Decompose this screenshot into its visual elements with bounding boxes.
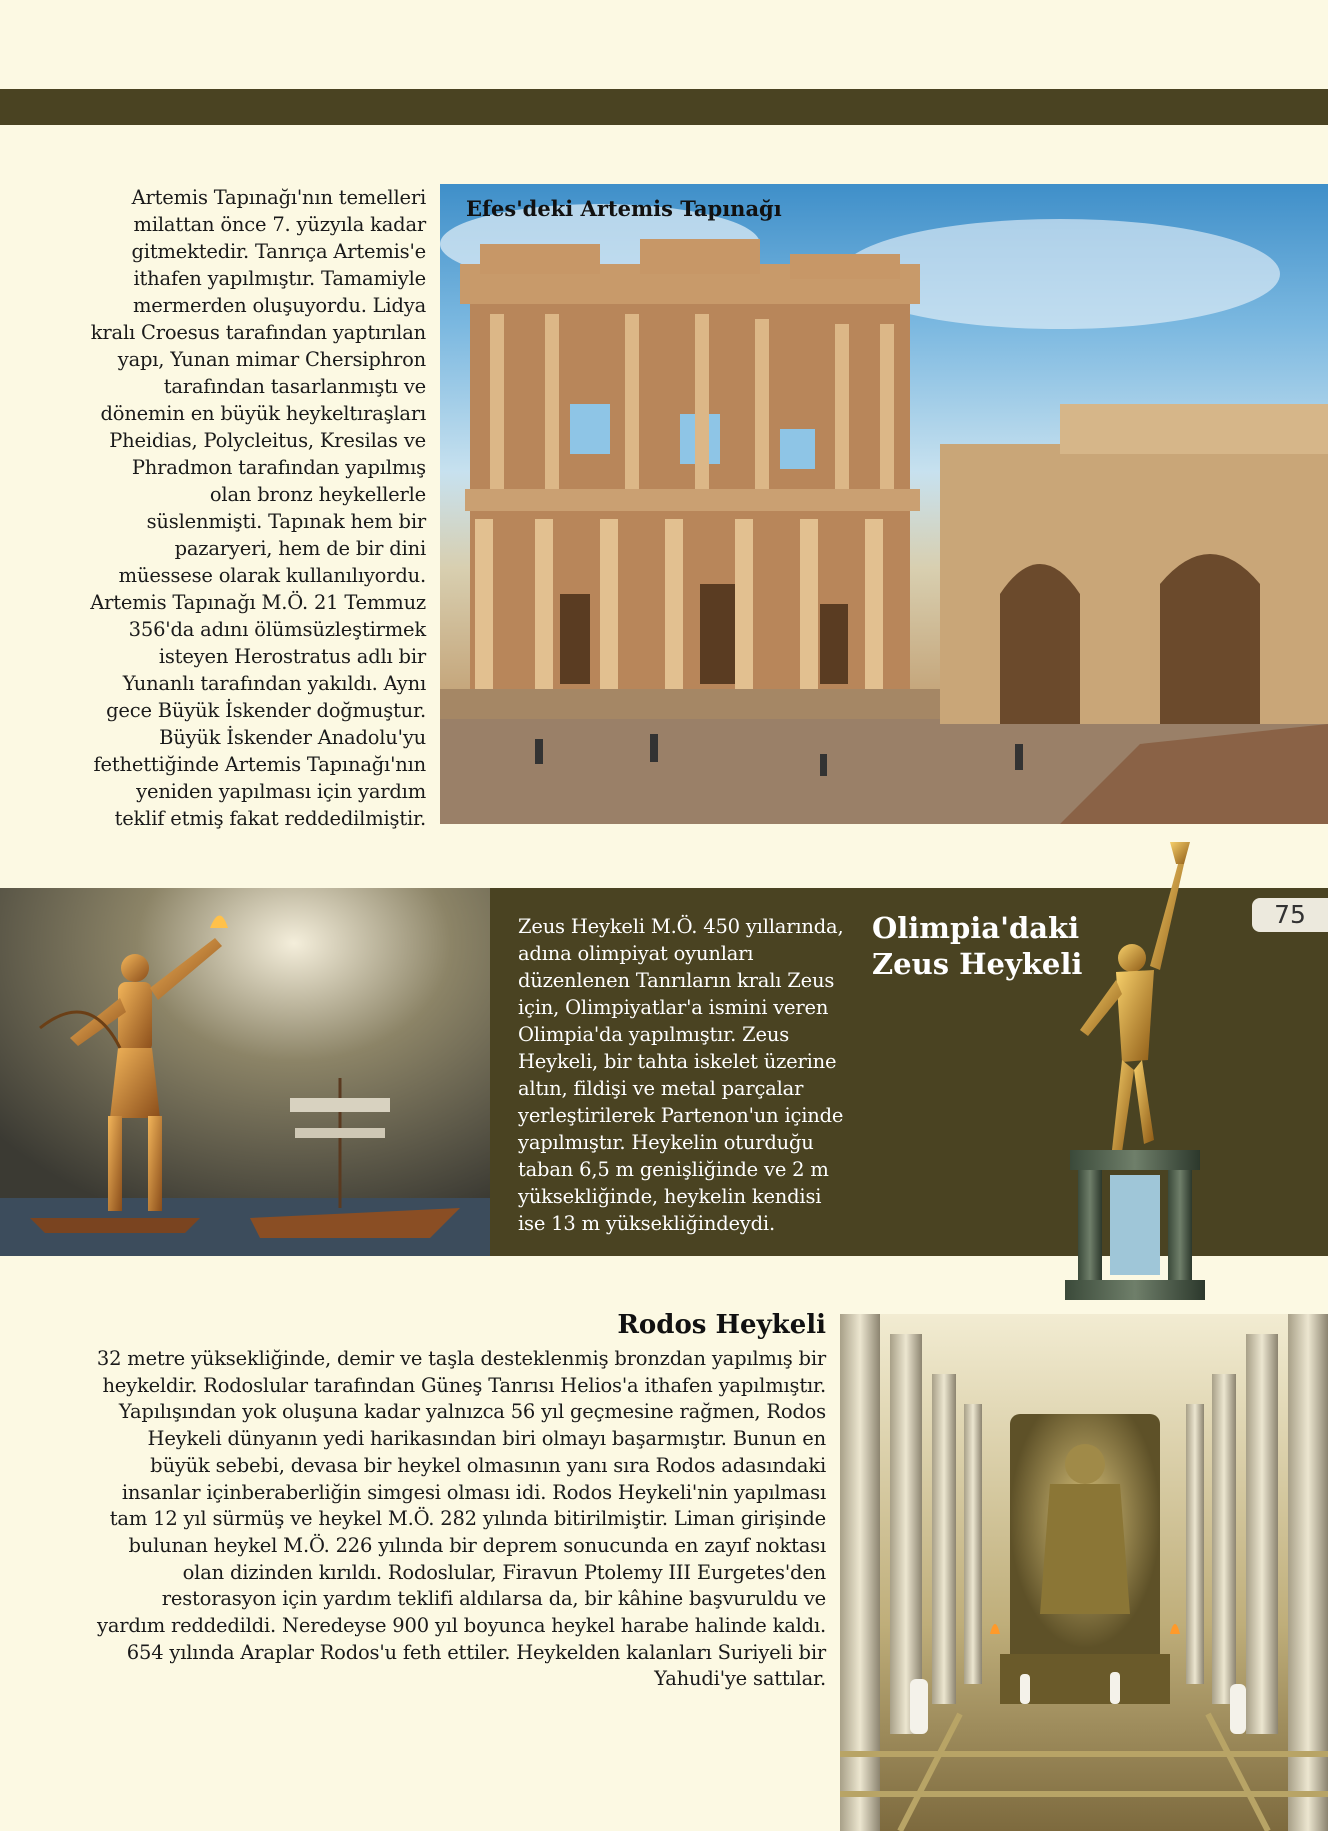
artemis-line: gece Büyük İskender doğmuştur. (106, 699, 426, 722)
statue-on-pedestal (1050, 830, 1220, 1310)
zeus-line: Zeus Heykeli M.Ö. 450 yıllarında, (518, 915, 844, 938)
artemis-line: mermerden oluşuyordu. Lidya (132, 294, 426, 317)
artemis-line: Phradmon tarafından yapılmış (131, 456, 426, 479)
zeus-line: adına olimpiyat oyunları (518, 942, 754, 965)
artemis-line: yapı, Yunan mimar Chersiphron (117, 348, 426, 371)
page-number: 75 (1252, 898, 1328, 932)
artemis-line: milattan önce 7. yüzyıla kadar (133, 213, 426, 236)
rodos-line: Yapılışından yok oluşuna kadar yalnızca 56 yıl geçmesine rağmen, Rodos (118, 1400, 826, 1424)
zeus-line: için, Olimpiyatlar'a ismini veren (518, 996, 829, 1019)
artemis-line: olan bronz heykellerle (209, 483, 426, 506)
artemis-line: yeniden yapılması için yardım (136, 780, 426, 803)
rodos-line: büyük sebebi, devasa bir heykel olmasının yanı sıra Rodos adasındaki (150, 1453, 826, 1477)
zeus-statue-illustration (1050, 830, 1220, 1310)
rodos-line: bulunan heykel M.Ö. 226 yılında bir deprem sonucunda en zayıf noktası (128, 1533, 826, 1557)
zeus-line: yerleştirilerek Partenon'un içinde (518, 1104, 844, 1127)
zeus-title-line: Zeus Heykeli (872, 947, 1083, 981)
rodos-line: yardım reddedildi. Neredeyse 900 yıl boyunca heykel harabe halinde kaldı. (97, 1614, 826, 1638)
zeus-temple-illustration (840, 1314, 1328, 1831)
zeus-line: düzenlenen Tanrıların kralı Zeus (518, 969, 835, 992)
zeus-title-line: Olimpia'daki (872, 911, 1080, 945)
artemis-line: Artemis Tapınağı'nın temelleri (131, 186, 426, 209)
artemis-line: Pheidias, Polycleitus, Kresilas ve (109, 429, 426, 452)
zeus-line: altın, fildişi ve metal parçalar (518, 1077, 804, 1100)
artemis-line: teklif etmiş fakat reddedilmiştir. (114, 807, 426, 830)
rodos-line: restorasyon için yardım teklifi aldılarsa da, bir kâhine başvuruldu ve (161, 1587, 826, 1611)
rodos-line: tam 12 yıl sürmüş ve heykel M.Ö. 282 yılında bitirilmiştir. Liman girişinde (109, 1507, 826, 1531)
rodos-line: heykeldir. Rodoslular tarafından Güneş Tanrısı Helios'a ithafen yapılmıştır. (102, 1373, 826, 1397)
artemis-paragraph (84, 184, 426, 832)
artemis-line: Büyük İskender Anadolu'yu (159, 726, 426, 749)
rodos-line: 32 metre yüksekliğinde, demir ve taşla desteklenmiş bronzdan yapılmış bir (96, 1347, 826, 1370)
top-header-band (0, 89, 1328, 125)
zeus-line: Heykeli, bir tahta iskelet üzerine (518, 1050, 837, 1073)
zeus-line: taban 6,5 m genişliğinde ve 2 m (518, 1158, 829, 1181)
rodos-line: 654 yılında Araplar Rodos'u feth ettiler. Heykelden kalanları Suriyeli bir (126, 1640, 826, 1664)
zeus-line: ise 13 m yüksekliğindeydi. (518, 1212, 775, 1235)
artemis-line: Yunanlı tarafından yakıldı. Aynı (122, 672, 426, 695)
artemis-line: kralı Croesus tarafından yaptırılan (90, 321, 426, 344)
artemis-line: pazaryeri, hem de bir dini (174, 537, 426, 560)
zeus-line: yapılmıştır. Heykelin oturduğu (518, 1131, 814, 1154)
zeus-line: yüksekliğinde, heykelin kendisi (518, 1185, 822, 1208)
artemis-photo-caption: Efes'deki Artemis Tapınağı (466, 196, 782, 221)
artemis-temple-photo (440, 184, 1328, 824)
artemis-line: tarafından tasarlanmıştı ve (163, 375, 426, 398)
artemis-line: Artemis Tapınağı M.Ö. 21 Temmuz (90, 591, 426, 614)
artemis-line: gitmektedir. Tanrıça Artemis'e (131, 240, 426, 263)
colossus-scene (0, 888, 490, 1256)
rodos-line: Heykeli dünyanın yedi harikasından biri olmayı başarmıştır. Bunun en (147, 1427, 826, 1451)
rodos-line: olan dizinden kırıldı. Rodoslular, Firavun Ptolemy III Eurgetes'den (182, 1560, 826, 1584)
zeus-paragraph (518, 913, 858, 1237)
colossus-illustration (0, 888, 490, 1256)
artemis-line: 356'da adını ölümsüzleştirmek (128, 618, 426, 641)
artemis-line: dönemin en büyük heykeltıraşları (100, 402, 426, 425)
temple-interior-scene (840, 1314, 1328, 1831)
zeus-line: Olimpia'da yapılmıştır. Zeus (518, 1023, 789, 1046)
rodos-section-title: Rodos Heykeli (617, 1310, 826, 1340)
rodos-line: Yahudi'ye sattılar. (654, 1667, 826, 1691)
rodos-paragraph (86, 1346, 826, 1693)
rodos-line: insanlar içinberaberliğin simgesi olması idi. Rodos Heykeli'nin yapılması (121, 1480, 826, 1504)
ruins-illustration (440, 184, 1328, 824)
artemis-line: fethettiğinde Artemis Tapınağı'nın (93, 753, 426, 776)
artemis-line: süslenmişti. Tapınak hem bir (146, 510, 426, 533)
artemis-line: müessese olarak kullanılıyordu. (118, 564, 426, 587)
artemis-line: isteyen Herostratus adlı bir (158, 645, 426, 668)
artemis-line: ithafen yapılmıştır. Tamamiyle (133, 267, 426, 290)
